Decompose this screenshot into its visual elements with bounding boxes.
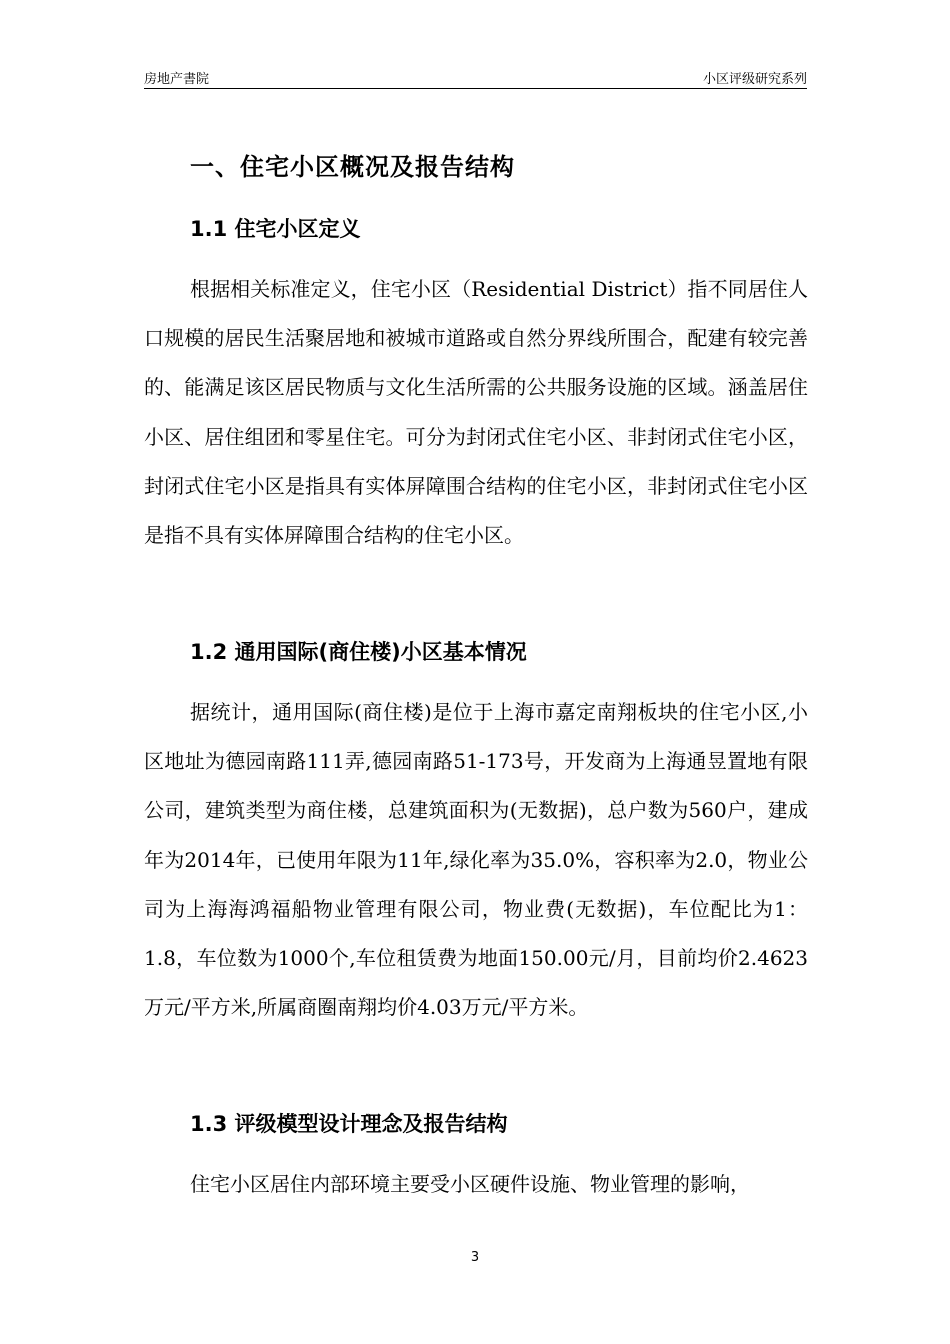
header-left-text: 房地产書院 [144,72,210,87]
section-1-2-heading: 1.2 通用国际(商住楼)小区基本情况 [190,640,527,664]
section-1-2-paragraph: 据统计，通用国际(商住楼)是位于上海市嘉定南翔板块的住宅小区,小区地址为德园南路111弄,德园南路51-173号，开发商为上海通昱置地有限公司，建筑类型为商住楼，总建筑面积为(无数据)，总户数为560户，建成年为2014年，已使用年限为11年,绿化率为35.0%，容积率为2.0，物业公司为上海海鸿福船物业管理有限公司，物业费(无数据)，车位配比为1：1.8，车位数为1000个,车位租赁费为地面150.00元/月，目前均价2.4623万元/平方米,所属商圈南翔均价4.03万元/平方米。 [144,700,808,1020]
section-1-1-heading: 1.1 住宅小区定义 [190,217,361,241]
page-number: 3 [470,1250,480,1265]
section-1-1-paragraph: 根据相关标准定义，住宅小区（Residential District）指不同居住人口规模的居民生活聚居地和被城市道路或自然分界线所围合，配建有较完善的、能满足该区居民物质与文化生活所需的公共服务设施的区域。涵盖居住小区、居住组团和零星住宅。可分为封闭式住宅小区、非封闭式住宅小区，封闭式住宅小区是指具有实体屏障围合结构的住宅小区，非封闭式住宅小区是指不具有实体屏障围合结构的住宅小区。 [144,277,808,548]
header-right-text: 小区评级研究系列 [702,72,807,87]
chapter-title: 一、住宅小区概况及报告结构 [190,153,515,181]
section-1-3-heading: 1.3 评级模型设计理念及报告结构 [190,1112,508,1136]
page-header [144,66,807,89]
section-1-3-paragraph: 住宅小区居住内部环境主要受小区硬件设施、物业管理的影响， [190,1172,750,1196]
